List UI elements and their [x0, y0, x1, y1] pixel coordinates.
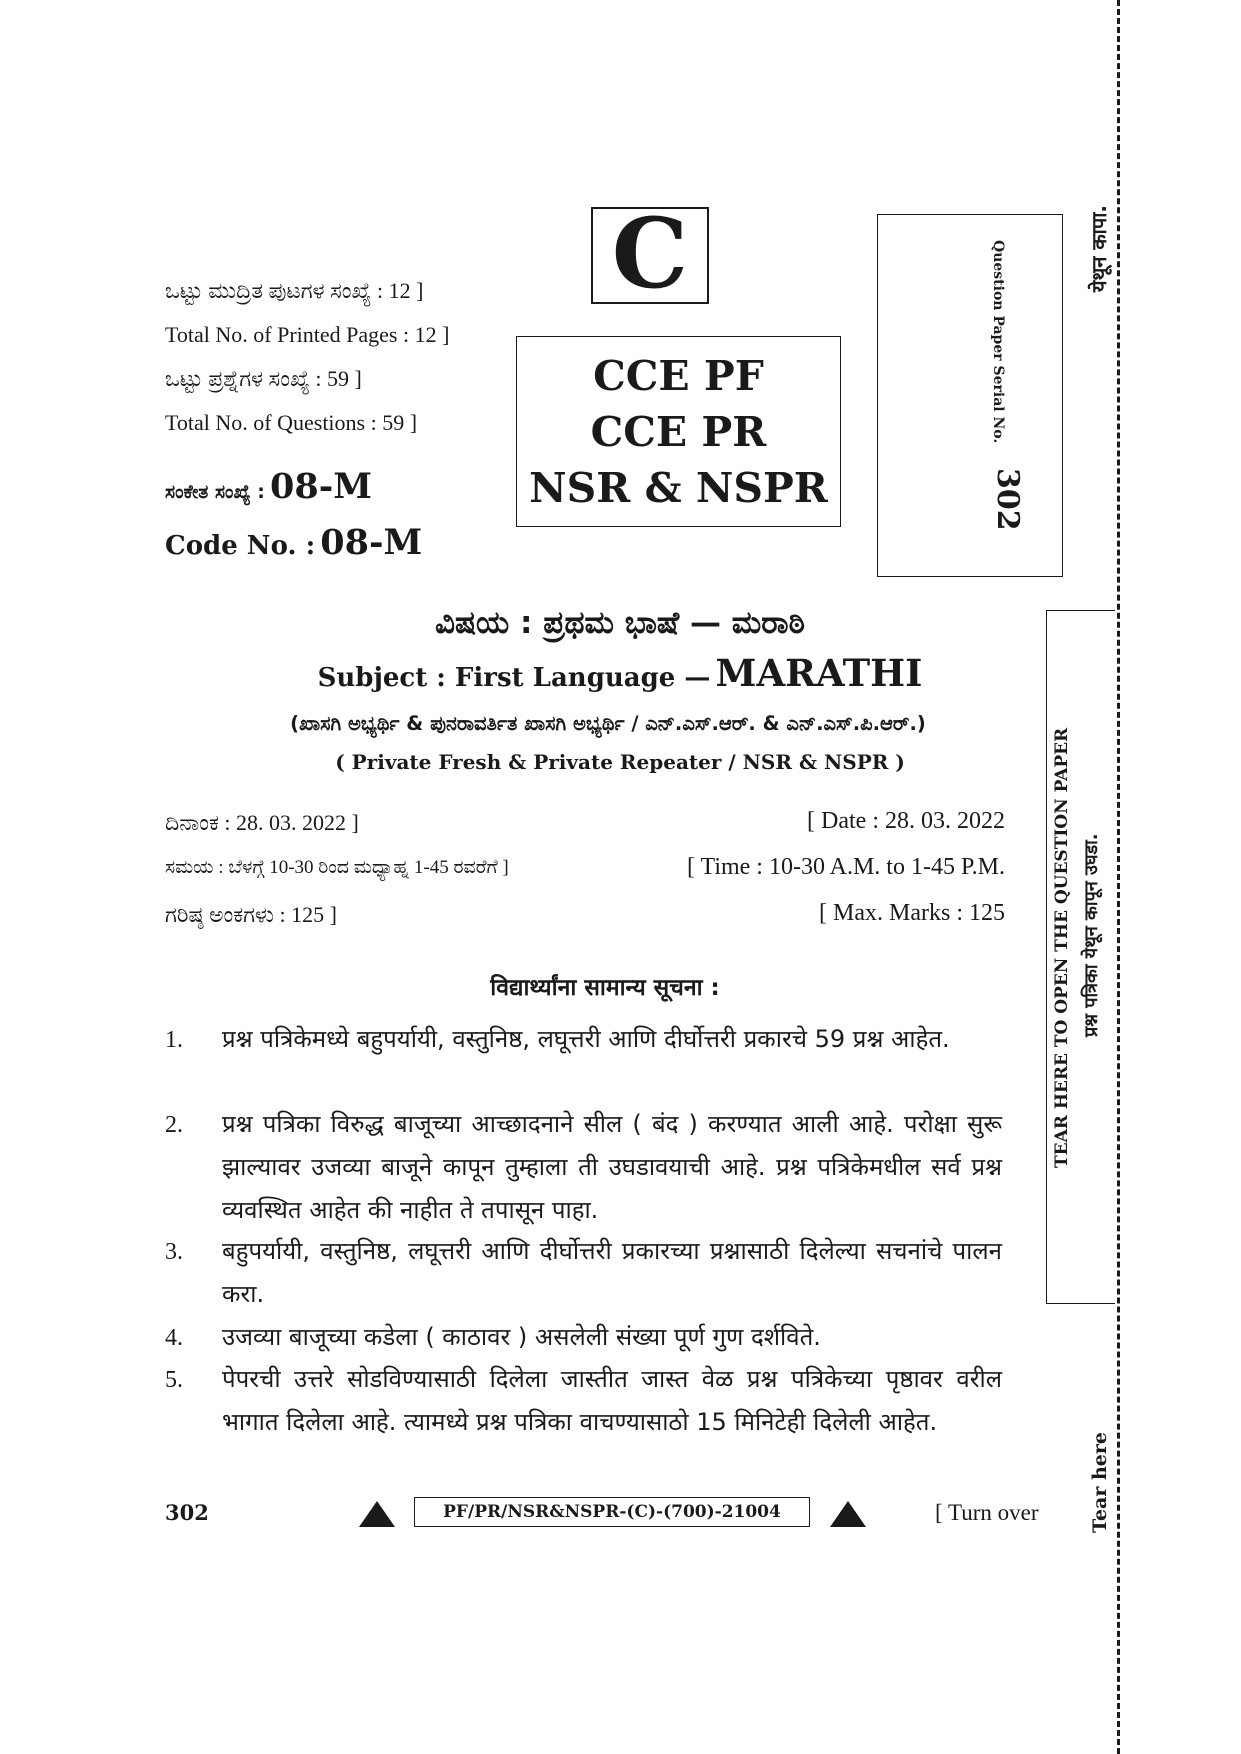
- tear-instruction-en: TEAR HERE TO OPEN THE QUESTION PAPER: [1052, 727, 1072, 1168]
- kn-time: ಸಮಯ : ಬೆಳಗ್ಗೆ 10-30 ರಿಂದ ಮಧ್ಯಾಹ್ನ 1-45 ರವರೆಗೆ ]: [165, 857, 509, 878]
- instructions-heading: विद्यार्थ्यांना सामान्य सूचना :: [490, 975, 720, 1001]
- exam-type-line: CCE PR: [590, 407, 767, 456]
- instruction-text: प्रश्न पत्रिकेमध्ये बहुपर्यायी, वस्तुनिष्ठ, लघूत्तरी आणि दीर्घोत्तरी प्रकारचे 59 प्रश्न आहेत.: [222, 1025, 950, 1053]
- tear-dashed-line: [1117, 0, 1120, 1754]
- tear-here-label: Tear here: [1089, 1432, 1111, 1533]
- kn-total-pages: ಒಟ್ಟು ಮುದ್ರಿತ ಪುಟಗಳ ಸಂಖ್ಯೆ : 12 ]: [165, 278, 424, 303]
- instruction-text: बहुपर्यायी, वस्तुनिष्ठ, लघूत्तरी आणि दीर्घोत्तरी प्रकारच्या प्रश्नासाठी दिलेल्या सचनांचे पालन करा.: [222, 1237, 1002, 1308]
- instruction-text: पेपरची उत्तरे सोडविण्यासाठी दिलेला जास्तीत जास्त वेळ प्रश्न पत्रिकेच्या पृष्ठावर वरील भागात दिलेला आहे. त्यामध्ये प्रश्न पत्रिका वाचण्यासाठो 15 मिनिटेही दिलेली आहेत.: [222, 1365, 1002, 1436]
- candidates-english: ( Private Fresh & Private Repeater / NSR & NSPR ): [335, 750, 905, 774]
- serial-number-box: [877, 214, 1063, 577]
- candidates-kannada: (ಖಾಸಗಿ ಅಭ್ಯರ್ಥಿ & ಪುನರಾವರ್ತಿತ ಖಾಸಗಿ ಅಭ್ಯರ್ಥಿ / ಎನ್.ಎಸ್.ಆರ್. & ಎನ್.ಎಸ್.ಪಿ.ಆರ್.): [290, 712, 926, 735]
- en-total-pages: Total No. of Printed Pages : 12 ]: [165, 322, 450, 347]
- kn-date: ದಿನಾಂಕ : 28. 03. 2022 ]: [165, 810, 359, 835]
- instruction-number: 1.: [165, 1027, 183, 1053]
- kn-code-number: [165, 466, 372, 507]
- instruction-number: 5.: [165, 1367, 183, 1393]
- serial-number-label: Question Paper Serial No.: [990, 240, 1006, 444]
- triangle-left-icon: [357, 1499, 397, 1529]
- instruction-number: 3.: [165, 1239, 183, 1265]
- kn-code-label: ಸಂಕೇತ ಸಂಖ್ಯೆ :: [165, 481, 265, 503]
- instruction-number: 2.: [165, 1112, 183, 1138]
- en-code-label: Code No. :: [165, 531, 316, 561]
- page-number: 302: [165, 1500, 209, 1525]
- paper-code: PF/PR/NSR&NSPR-(C)-(700)-21004: [414, 1497, 810, 1527]
- subject-kannada: ವಿಷಯ : ಪ್ರಥಮ ಭಾಷೆ — ಮರಾಠಿ: [434, 605, 805, 641]
- cut-here-label: येथून कापा.: [1087, 205, 1111, 293]
- en-total-questions: Total No. of Questions : 59 ]: [165, 410, 418, 435]
- en-code-number: [165, 522, 422, 563]
- exam-type-box: [516, 336, 841, 527]
- version-letter: C: [611, 196, 689, 310]
- turn-over-label: [ Turn over: [935, 1500, 1039, 1525]
- instruction-text: प्रश्न पत्रिका विरुद्ध बाजूच्या आच्छादनाने सील ( बंद ) करण्यात आली आहे. परोक्षा सुरू झाल्यावर उजव्या बाजूने कापून तुम्हाला ती उघडावयाची आहे. प्रश्न पत्रिकेमधील सर्व प्रश्न व्यवस्थित आहेत की नाहीत ते तपासून पाहा.: [222, 1110, 1002, 1224]
- triangle-right-icon: [828, 1499, 868, 1529]
- subject-prefix: Subject : First Language —: [317, 663, 711, 693]
- tear-instruction-mr: प्रश्न पत्रिका येथून कापून उघडा.: [1081, 833, 1102, 1037]
- en-code-value: 08-M: [320, 522, 423, 563]
- instruction-text: उजव्या बाजूच्या कडेला ( काठावर ) असलेली संख्या पूर्ण गुण दर्शविते.: [222, 1323, 821, 1351]
- kn-code-value: 08-M: [270, 466, 372, 507]
- exam-type-line: NSR & NSPR: [529, 463, 828, 512]
- en-max-marks: [ Max. Marks : 125: [819, 900, 1005, 926]
- exam-type-line: CCE PF: [593, 351, 764, 400]
- kn-max-marks: ಗರಿಷ್ಠ ಅಂಕಗಳು : 125 ]: [165, 902, 337, 927]
- serial-number-value: 302: [990, 468, 1025, 531]
- version-letter-box: [591, 196, 709, 310]
- kn-total-questions: ಒಟ್ಟು ಪ್ರಶ್ನೆಗಳ ಸಂಖ್ಯೆ : 59 ]: [165, 366, 362, 391]
- instruction-number: 4.: [165, 1325, 183, 1351]
- en-time: [ Time : 10-30 A.M. to 1-45 P.M.: [686, 854, 1005, 880]
- en-date: [ Date : 28. 03. 2022: [807, 808, 1005, 834]
- subject-english: [310, 651, 930, 695]
- subject-name: MARATHI: [715, 651, 923, 695]
- serial-number-group: [990, 240, 1030, 540]
